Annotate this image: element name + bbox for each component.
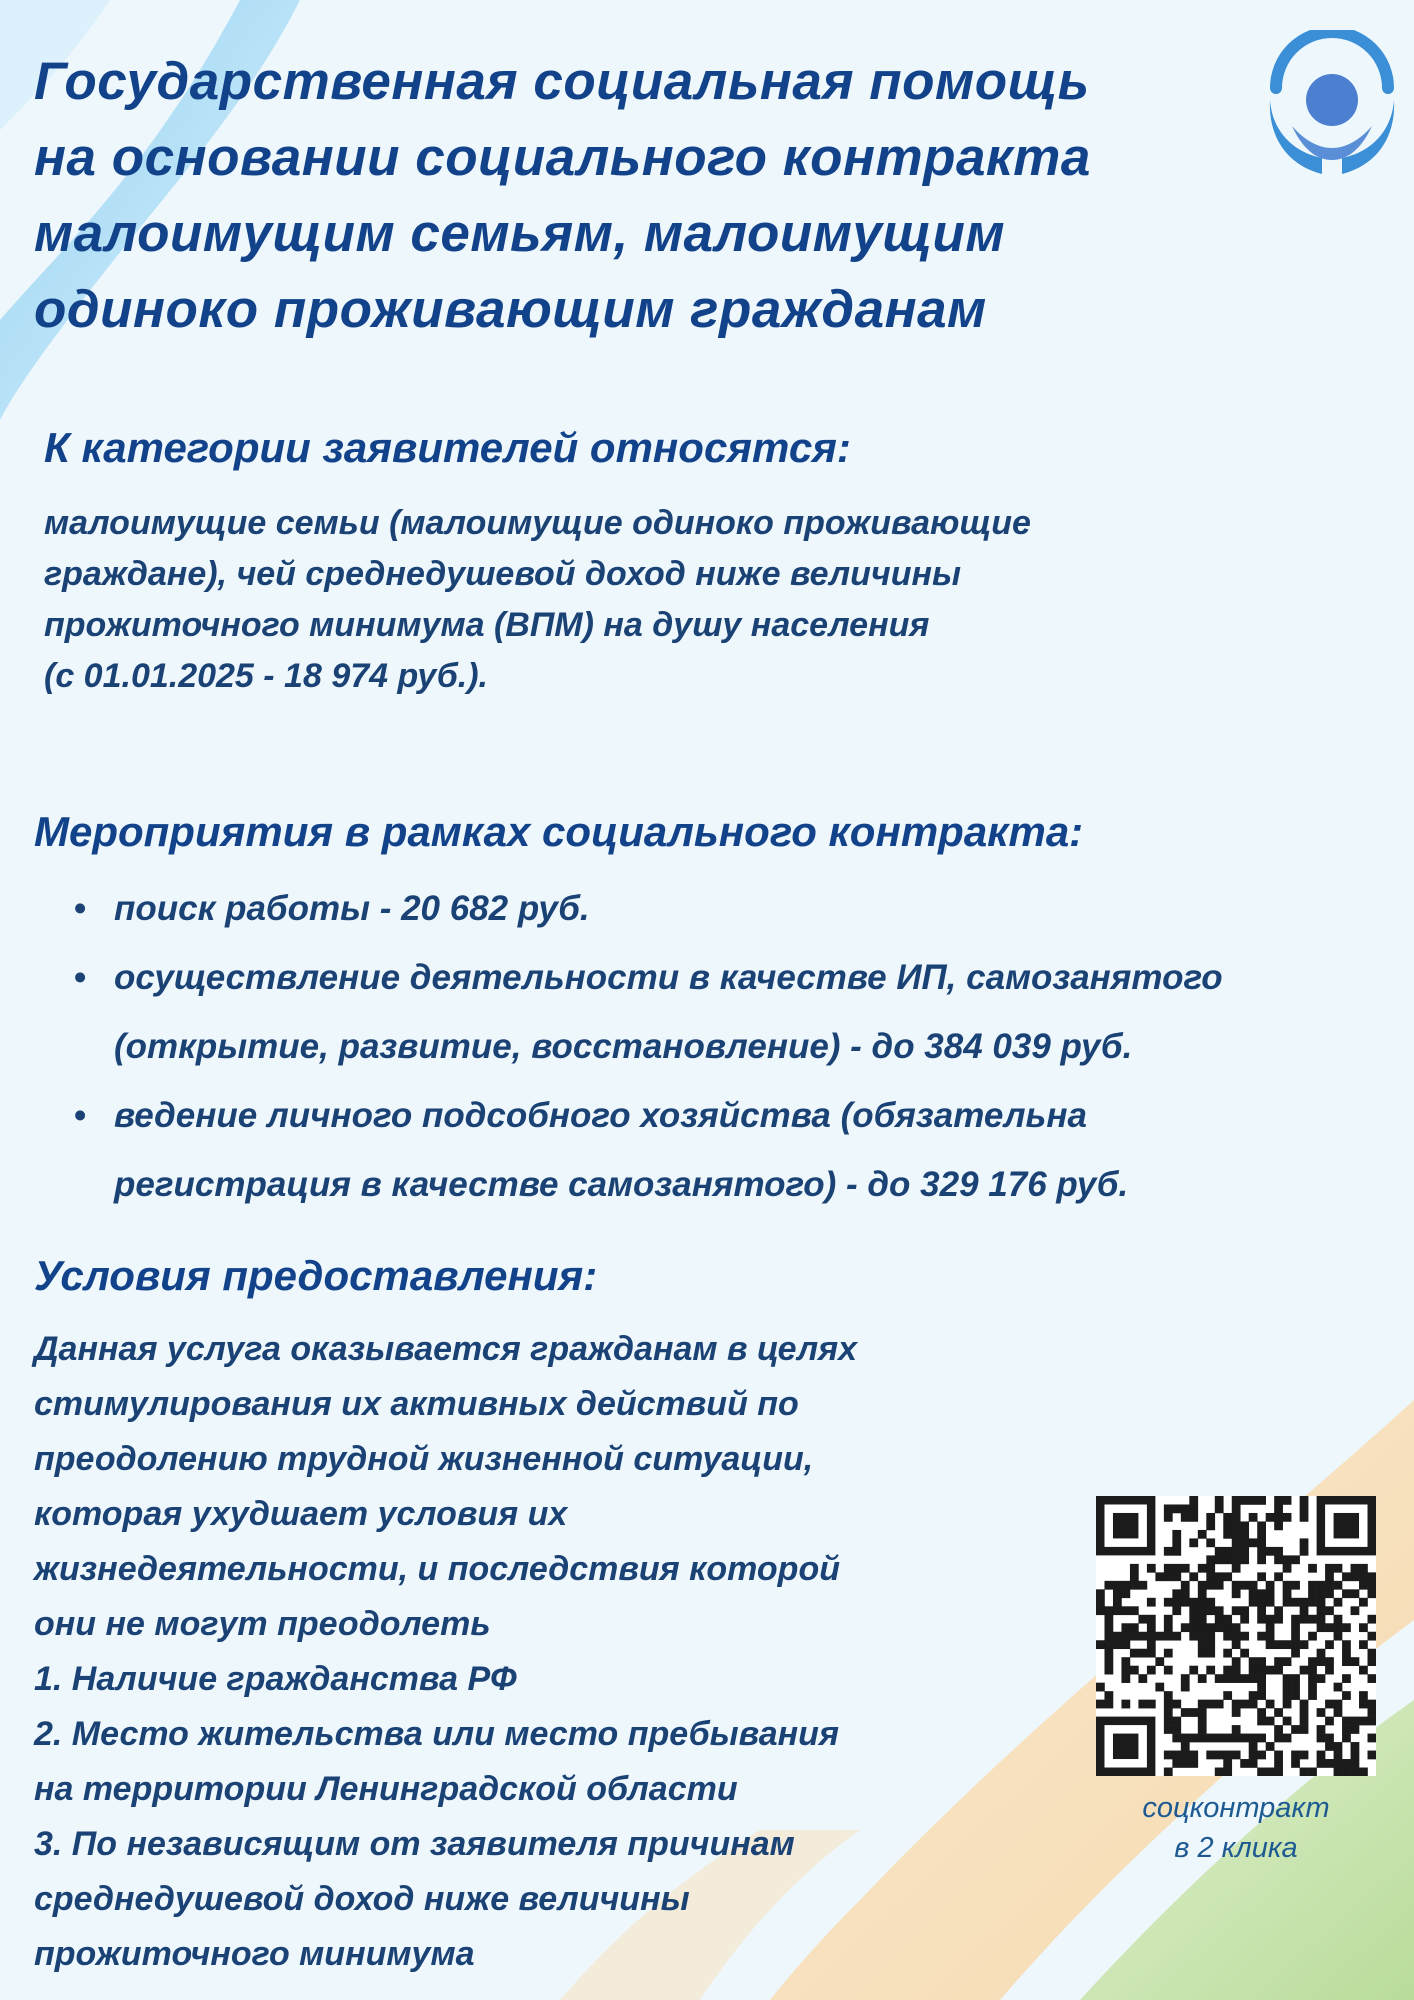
logo: [1262, 30, 1402, 180]
hands-holding-person-icon: [1262, 30, 1402, 180]
text-line: 1. Наличие гражданства РФ: [34, 1660, 517, 1698]
text-line: 2. Место жительства или место пребывания: [34, 1715, 839, 1753]
text-line: на территории Ленинградской области: [34, 1770, 738, 1808]
title-line: на основании социального контракта: [34, 128, 1091, 187]
text-line: прожиточного минимума (ВПМ) на душу населения: [44, 606, 930, 644]
qr-code[interactable]: [1096, 1496, 1376, 1776]
text-line: преодолению трудной жизненной ситуации,: [34, 1440, 814, 1478]
text-line: граждане), чей среднедушевой доход ниже величины: [44, 555, 962, 593]
text-line: малоимущие семьи (малоимущие одиноко проживающие: [44, 504, 1031, 542]
text-line: прожиточного минимума: [34, 1935, 475, 1973]
text-line: которая ухудшает условия их: [34, 1495, 568, 1533]
conditions-heading: Условия предоставления:: [34, 1252, 598, 1299]
text-line: они не могут преодолеть: [34, 1605, 491, 1643]
conditions-text: [34, 1322, 857, 1982]
list-item-text: поиск работы - 20 682 руб.: [114, 889, 590, 928]
list-item: [74, 1081, 1394, 1219]
bullet-icon: •: [74, 1096, 87, 1135]
text-line: (с 01.01.2025 - 18 974 руб.).: [44, 657, 488, 695]
text-line: Данная услуга оказывается гражданам в целях: [34, 1330, 858, 1368]
text-line: стимулирования их активных действий по: [34, 1385, 799, 1423]
list-item: [74, 943, 1394, 1081]
qr-caption: [1096, 1788, 1376, 1868]
qr-caption-line: соцконтракт: [1142, 1792, 1330, 1824]
title-line: одиноко проживающим гражданам: [34, 280, 987, 339]
categories-text: [44, 498, 1031, 702]
text-line: 3. По независящим от заявителя причинам: [34, 1825, 795, 1863]
text-line: среднедушевой доход ниже величины: [34, 1880, 690, 1918]
activities-list: [74, 874, 1394, 1219]
qr-code-icon: [1096, 1496, 1376, 1776]
bullet-icon: •: [74, 958, 87, 997]
title-line: малоимущим семьям, малоимущим: [34, 204, 1006, 263]
page-title: [34, 44, 1234, 348]
list-item-text: ведение личного подсобного хозяйства (обязательна: [114, 1096, 1087, 1135]
list-item: [74, 874, 1394, 943]
text-line: жизнедеятельности, и последствия которой: [34, 1550, 840, 1588]
qr-caption-line: в 2 клика: [1174, 1832, 1298, 1864]
activities-heading: Мероприятия в рамках социального контракта:: [34, 808, 1084, 855]
title-line: Государственная социальная помощь: [34, 52, 1090, 111]
bullet-icon: •: [74, 889, 87, 928]
list-item-text: (открытие, развитие, восстановление) - до 384 039 руб.: [114, 1027, 1133, 1066]
list-item-text: регистрация в качестве самозанятого) - до 329 176 руб.: [114, 1165, 1129, 1204]
list-item-text: осуществление деятельности в качестве ИП, самозанятого: [114, 958, 1223, 997]
categories-heading: К категории заявителей относятся:: [44, 424, 851, 471]
